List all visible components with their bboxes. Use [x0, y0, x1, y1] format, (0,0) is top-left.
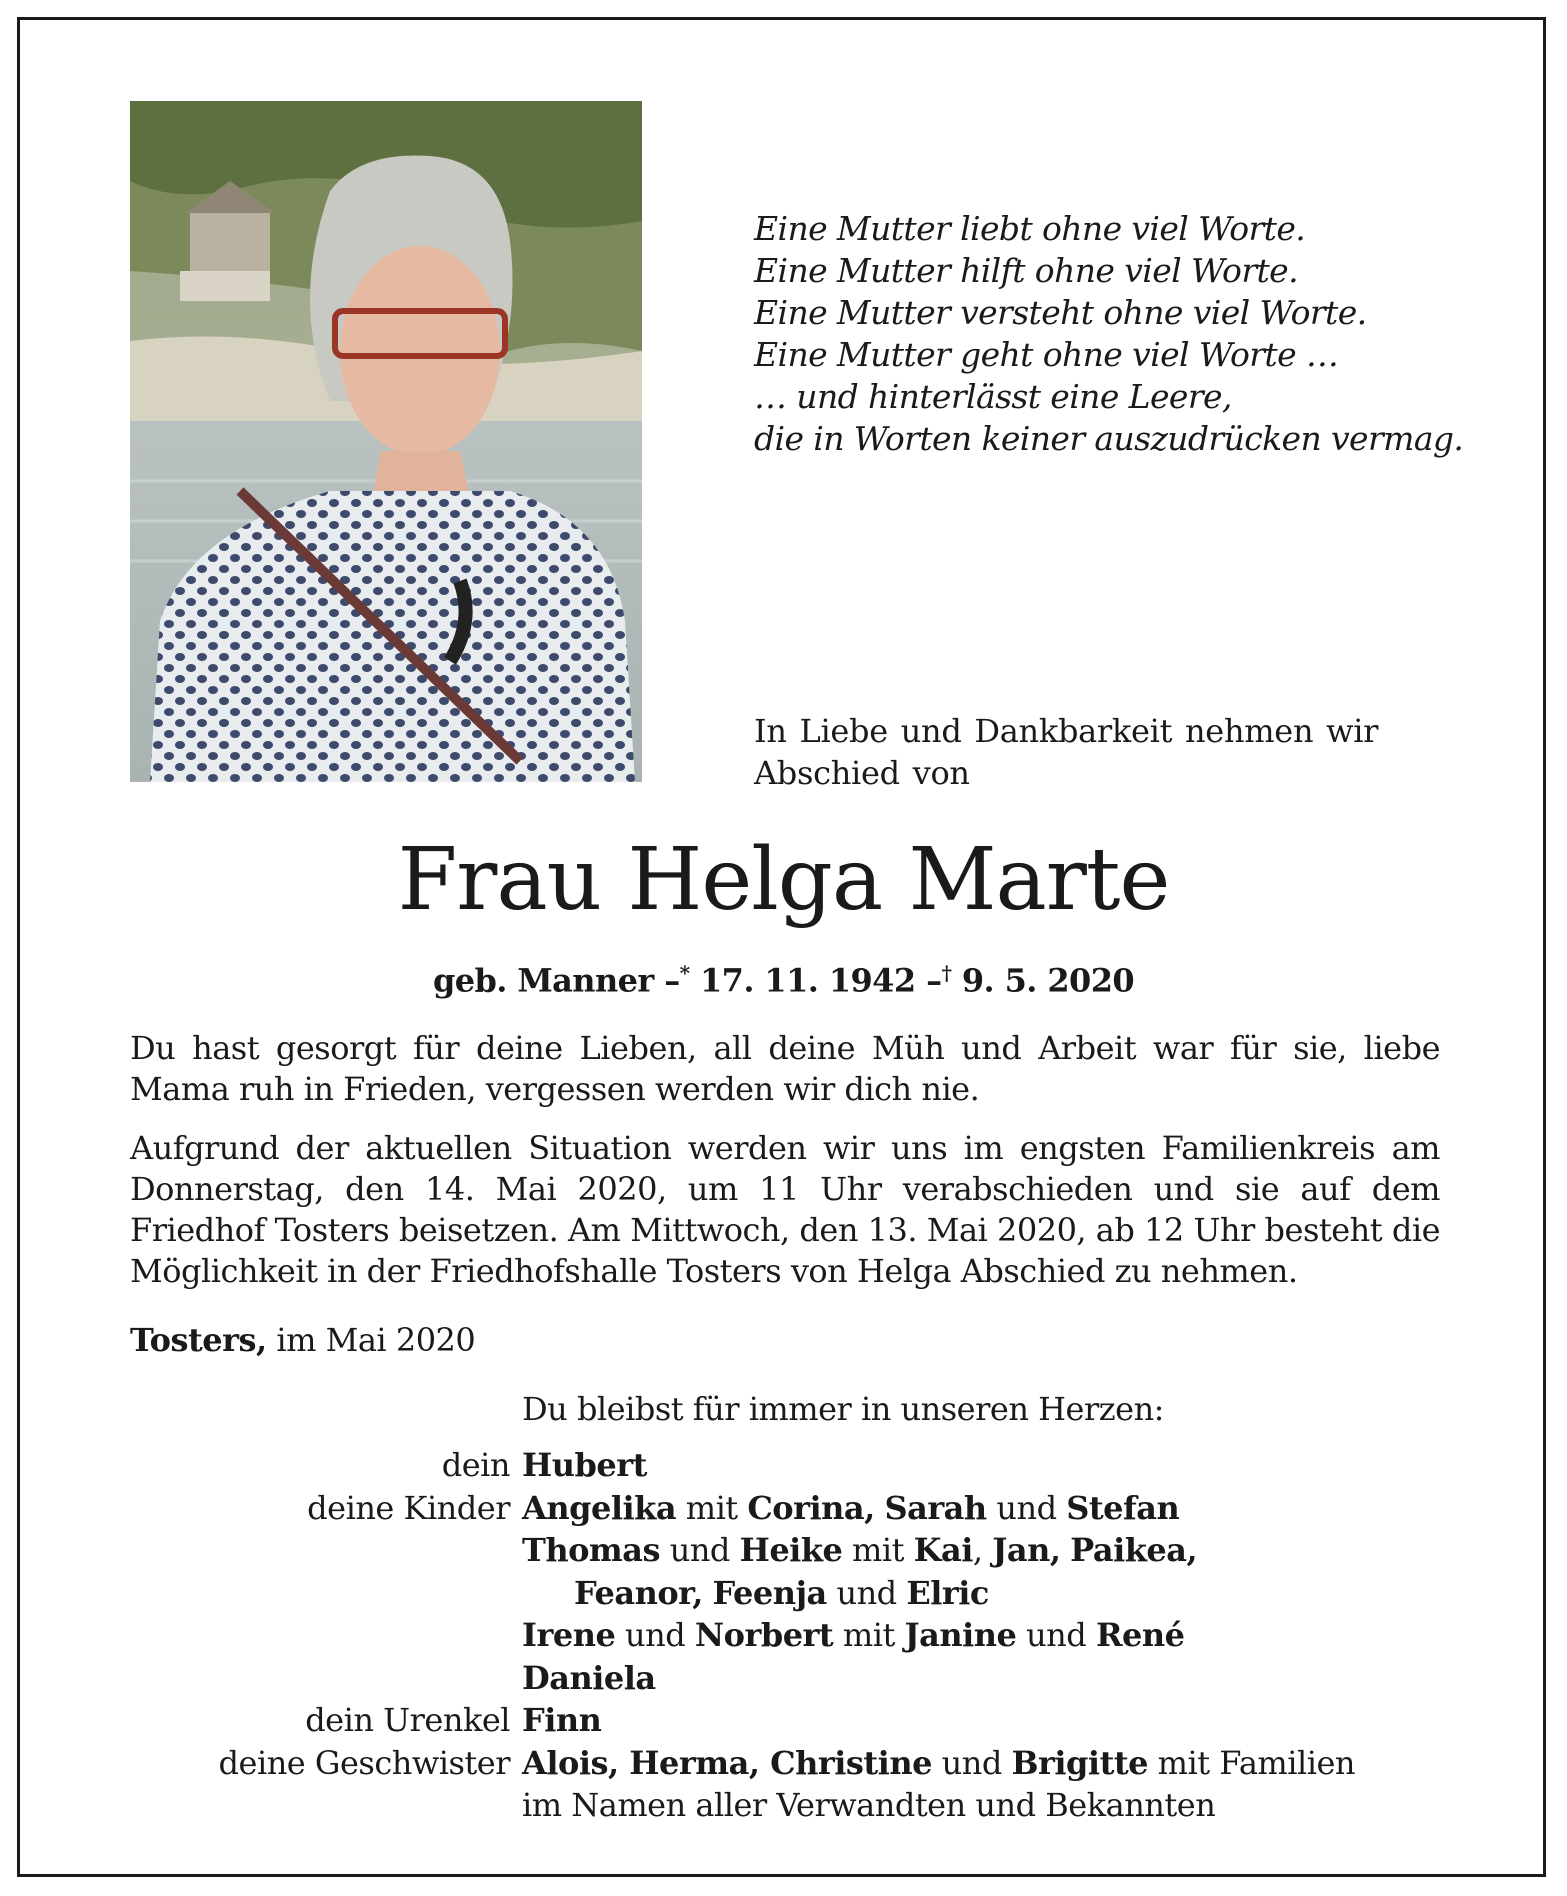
family-member: Janine	[904, 1616, 1017, 1654]
death-date: 9. 5. 2020	[961, 961, 1135, 1000]
family-member: Stefan	[1066, 1488, 1180, 1527]
family-row	[130, 1444, 1460, 1487]
comma: ,	[972, 1531, 983, 1569]
funeral-info-paragraph: Aufgrund der aktuellen Situation werden wir uns im engsten Familienkreis am Donnerstag, den 14. Mai 2020, um 11 Uhr verabschieden und sie auf dem Friedhof Tosters beisetzen. Am Mittwoch, den 13. Mai 2020, ab 12 Uhr besteht die Möglichkeit in der Friedhofshalle Tosters von Helga Abschied zu nehmen.	[130, 1129, 1440, 1290]
connector: und	[1026, 1616, 1087, 1654]
family-member: Elric	[906, 1573, 989, 1612]
poem-line: Eine Mutter versteht ohne viel Worte.	[754, 293, 1367, 332]
family-row	[130, 1784, 1460, 1827]
family-row	[130, 1742, 1460, 1785]
birth-date: 17. 11. 1942	[700, 961, 916, 1000]
separator: –	[926, 961, 942, 1000]
family-row	[130, 1614, 1460, 1657]
poem	[754, 208, 1474, 460]
deceased-name: Frau Helga Marte	[397, 830, 1170, 930]
poem-line: … und hinterlässt eine Leere,	[754, 377, 1232, 416]
poem-line: Eine Mutter geht ohne viel Worte …	[754, 335, 1339, 374]
family-member: Hubert	[522, 1446, 647, 1484]
family-member: Norbert	[694, 1616, 834, 1654]
place-date	[130, 1320, 475, 1361]
family-list	[130, 1444, 1460, 1827]
family-member: Angelika	[522, 1488, 677, 1527]
family-member: Irene	[522, 1616, 616, 1654]
intro-line: In Liebe und Dankbarkeit nehmen wir	[754, 712, 1379, 750]
connector: mit	[852, 1531, 904, 1569]
connector: und	[836, 1573, 897, 1612]
relation-label: dein Urenkel	[305, 1701, 510, 1739]
family-row	[130, 1699, 1460, 1742]
family-row	[130, 1657, 1460, 1700]
family-member: Paikea,	[1070, 1531, 1198, 1569]
closing-line: im Namen aller Verwandten und Bekannten	[522, 1786, 1216, 1824]
poem-line: die in Worten keiner auszudrücken vermag.	[754, 419, 1464, 458]
family-member: Thomas	[522, 1531, 661, 1569]
family-member: Daniela	[522, 1658, 656, 1697]
town: Tosters,	[130, 1321, 267, 1359]
memorial-paragraph: Du hast gesorgt für deine Lieben, all deine Müh und Arbeit war für sie, liebe Mama ruh in Frieden, vergessen werden wir dich nie.	[130, 1029, 1440, 1108]
connector: und	[941, 1743, 1002, 1782]
intro-text	[754, 710, 1454, 794]
relation-label: dein	[441, 1446, 510, 1484]
family-member: Corina,	[747, 1488, 875, 1527]
separator: –	[664, 961, 680, 1000]
family-member: Alois, Herma, Christine	[522, 1743, 932, 1782]
portrait-photo	[130, 101, 642, 782]
birth-name: geb. Manner	[432, 961, 654, 1000]
connector: mit	[842, 1616, 895, 1654]
intro-line: Abschied von	[754, 754, 970, 792]
family-row	[130, 1572, 1460, 1615]
life-dates	[0, 953, 1567, 1001]
family-member: Jan,	[992, 1531, 1061, 1569]
family-member: Sarah	[884, 1488, 987, 1527]
family-member: Feenja	[712, 1573, 827, 1612]
farewell-line: Du bleibst für immer in unseren Herzen:	[522, 1390, 1164, 1428]
relation-label: deine Geschwister	[218, 1743, 510, 1782]
relation-label: deine Kinder	[307, 1488, 510, 1527]
connector: und	[669, 1531, 730, 1569]
poem-line: Eine Mutter hilft ohne viel Worte.	[754, 251, 1298, 290]
poem-line: Eine Mutter liebt ohne viel Worte.	[754, 209, 1306, 248]
birth-symbol: *	[679, 961, 690, 985]
date: im Mai 2020	[276, 1321, 476, 1359]
family-row	[130, 1529, 1460, 1572]
connector: mit Familien	[1157, 1743, 1355, 1782]
family-member: Brigitte	[1011, 1743, 1148, 1782]
family-member: Heike	[739, 1531, 843, 1569]
connector: und	[624, 1616, 686, 1654]
family-member: Finn	[522, 1701, 602, 1739]
family-member: Kai	[913, 1531, 973, 1569]
connector: mit	[685, 1488, 738, 1527]
family-row	[130, 1487, 1460, 1530]
death-symbol: †	[941, 961, 952, 985]
connector: und	[996, 1488, 1057, 1527]
family-member: Feanor,	[574, 1573, 703, 1612]
family-member: René	[1095, 1616, 1185, 1654]
